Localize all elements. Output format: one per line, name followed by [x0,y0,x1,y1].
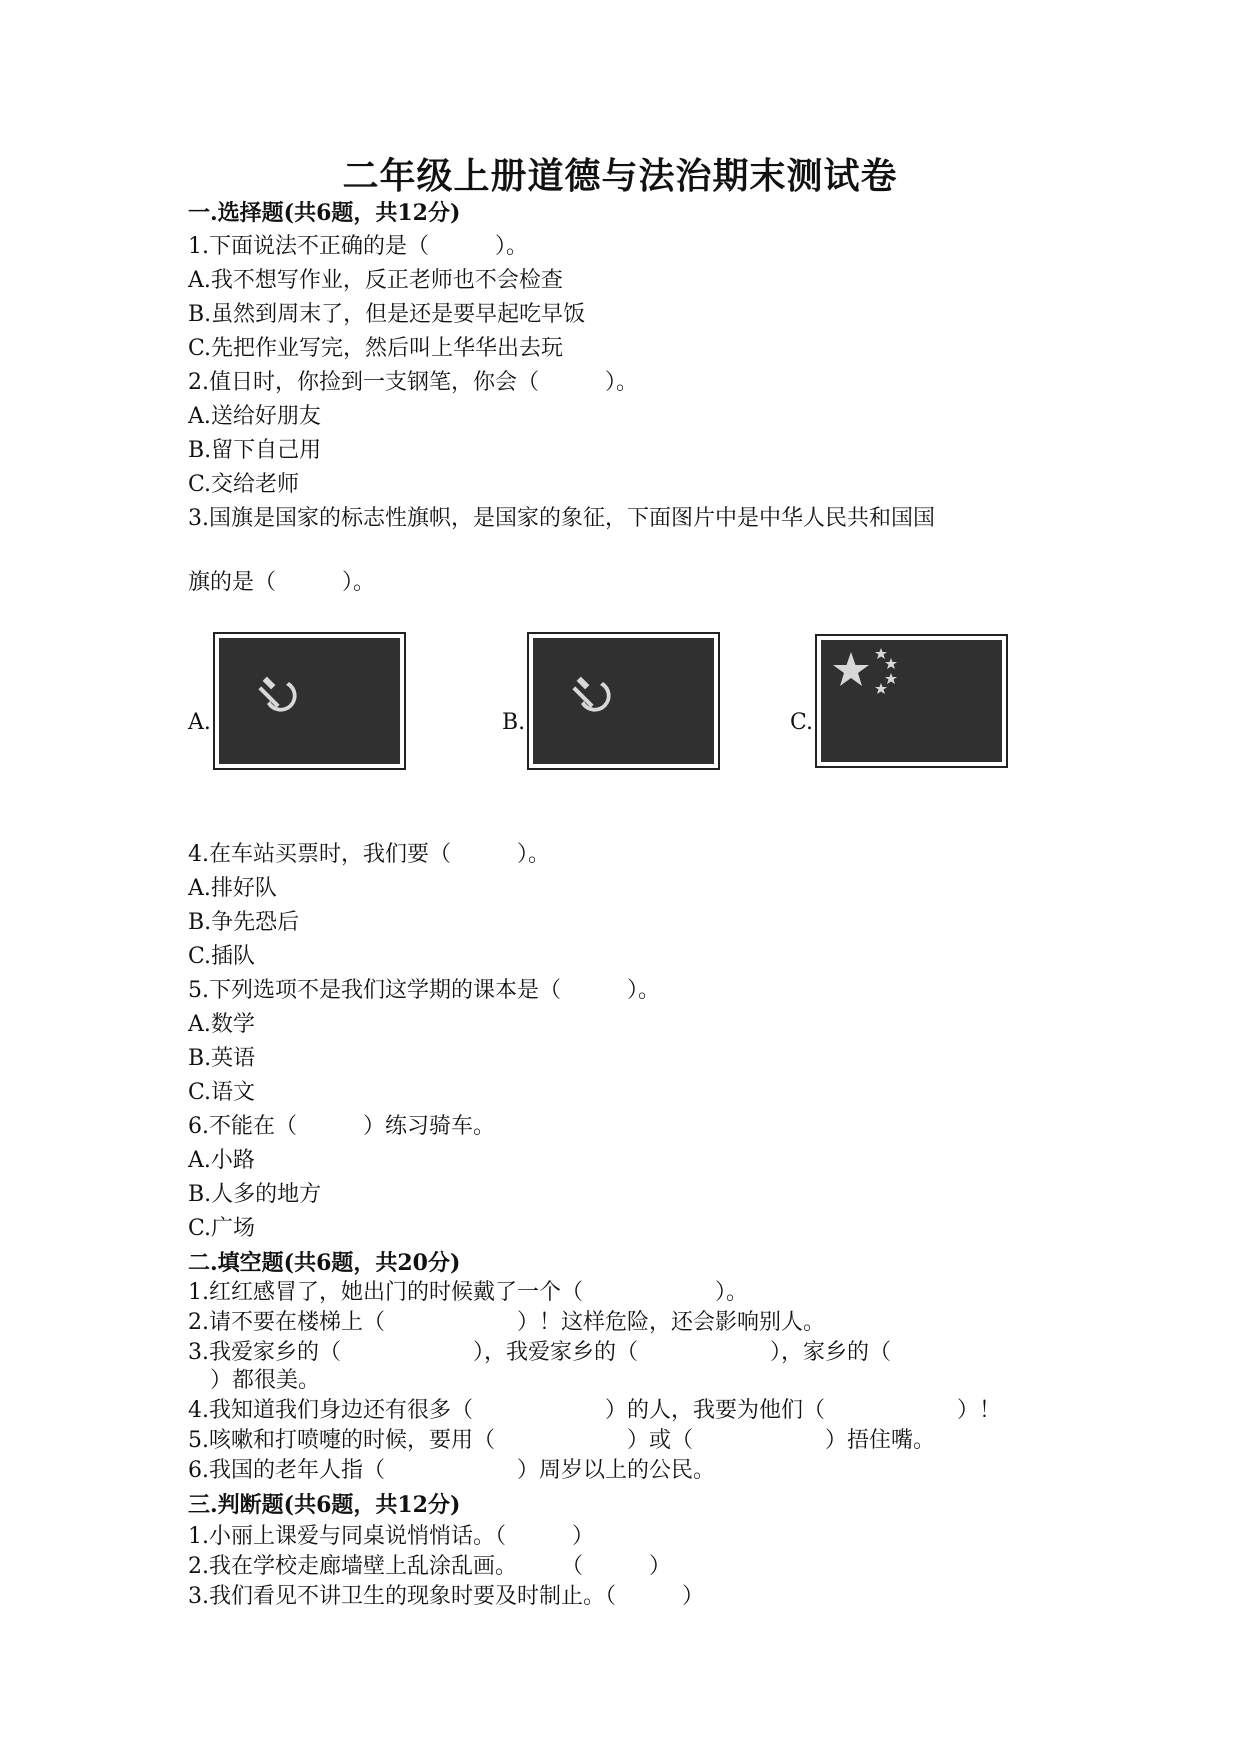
q3-option-b-label: B. [502,710,526,735]
q3-stem-line1: 3.国旗是国家的标志性旗帜，是国家的象征，下面图片中是中华人民共和国国 [188,506,935,531]
q2-option-a: A.送给好朋友 [188,404,321,429]
fill-q3: 3.我爱家乡的（ ），我爱家乡的（ ），家乡的（ [188,1340,891,1365]
q5-option-a: A.数学 [188,1012,255,1037]
judge-q3: 3.我们看见不讲卫生的现象时要及时制止。（ ） [188,1584,704,1609]
q4-option-a: A.排好队 [188,876,277,901]
fill-q5: 5.咳嗽和打喷嚏的时候，要用（ ）或（ ）捂住嘴。 [188,1428,935,1453]
party-flag-image [533,638,714,764]
section-heading-judge: 三.判断题(共6题，共12分) [188,1492,461,1518]
judge-q1: 1.小丽上课爱与同桌说悄悄话。（ ） [188,1524,594,1549]
q5-option-b: B.英语 [188,1046,256,1071]
q1-option-c: C.先把作业写完，然后叫上华华出去玩 [188,336,564,361]
q3-option-b-flag [527,632,720,770]
q5-stem: 5.下列选项不是我们这学期的课本是（ ）。 [188,978,660,1003]
fill-q1: 1.红红感冒了，她出门的时候戴了一个（ ）。 [188,1280,748,1305]
judge-q2: 2.我在学校走廊墙壁上乱涂乱画。 （ ） [188,1554,671,1579]
q4-option-c: C.插队 [188,944,256,969]
q4-stem: 4.在车站买票时，我们要（ ）。 [188,842,550,867]
q2-option-c: C.交给老师 [188,472,300,497]
q3-stem-line2: 旗的是（ ）。 [188,570,376,595]
q1-option-b: B.虽然到周末了，但是还是要早起吃早饭 [188,302,586,327]
page-title: 二年级上册道德与法治期末测试卷 [342,155,898,197]
q6-option-b: B.人多的地方 [188,1182,322,1207]
q2-stem: 2.值日时，你捡到一支钢笔，你会（ ）。 [188,370,638,395]
section-heading-choice: 一.选择题(共6题，共12分) [188,200,461,226]
q3-option-a-flag [213,632,406,770]
q3-option-c-label: C. [790,710,814,735]
fill-q6: 6.我国的老年人指（ ）周岁以上的公民。 [188,1458,715,1483]
fill-q3-continued: ）都很美。 [188,1368,321,1393]
q1-option-a: A.我不想写作业，反正老师也不会检查 [188,268,563,293]
q3-option-c-flag [815,634,1008,768]
q6-option-a: A.小路 [188,1148,255,1173]
q5-option-c: C.语文 [188,1080,256,1105]
q6-stem: 6.不能在（ ）练习骑车。 [188,1114,495,1139]
q1-stem: 1.下面说法不正确的是（ ）。 [188,234,528,259]
q2-option-b: B.留下自己用 [188,438,322,463]
fill-q2: 2.请不要在楼梯上（ ）！这样危险，还会影响别人。 [188,1310,825,1335]
party-flag-image [219,638,400,764]
five-star-flag-image [821,640,1002,762]
q6-option-c: C.广场 [188,1216,256,1241]
q4-option-b: B.争先恐后 [188,910,300,935]
section-heading-fill: 二.填空题(共6题，共20分) [188,1250,461,1276]
fill-q4: 4.我知道我们身边还有很多（ ）的人，我要为他们（ ）！ [188,1398,1001,1423]
q3-option-a-label: A. [188,710,211,735]
